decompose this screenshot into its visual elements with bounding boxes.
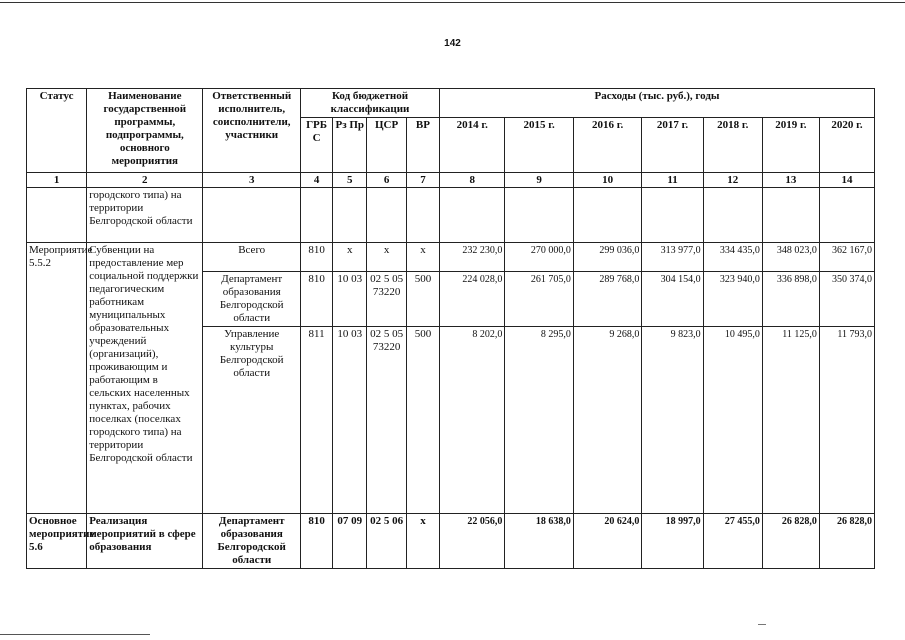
- column-number: 11: [642, 173, 703, 188]
- column-number: 9: [505, 173, 574, 188]
- top-rule: [0, 2, 905, 3]
- page-number: 142: [444, 38, 461, 49]
- header-grbs: ГРБ С: [300, 118, 332, 173]
- header-vr: ВР: [406, 118, 439, 173]
- row-rzpr: 10 03: [333, 327, 367, 514]
- column-number: 8: [440, 173, 505, 188]
- row-value: 270 000,0: [505, 243, 574, 272]
- column-number: 12: [703, 173, 762, 188]
- column-number: 14: [819, 173, 874, 188]
- row-value: 18 997,0: [642, 514, 703, 569]
- header-year: 2017 г.: [642, 118, 703, 173]
- row-responsible: Управление культуры Белгородской области: [203, 327, 301, 514]
- row-value: 304 154,0: [642, 272, 703, 327]
- header-row: [27, 89, 875, 118]
- row-value: 20 624,0: [573, 514, 642, 569]
- table-row: [27, 514, 875, 569]
- row-value: 26 828,0: [762, 514, 819, 569]
- header-year: 2020 г.: [819, 118, 874, 173]
- row-responsible: Департамент образования Белгородской области: [203, 272, 301, 327]
- row-vr: х: [406, 514, 439, 569]
- column-number: 2: [87, 173, 203, 188]
- row-value: 8 295,0: [505, 327, 574, 514]
- row-grbs: 810: [300, 243, 332, 272]
- row-grbs: 810: [300, 272, 332, 327]
- row-value: 362 167,0: [819, 243, 874, 272]
- header-year: 2019 г.: [762, 118, 819, 173]
- row-name: Субвенции на предоставление мер социальной поддержки педагогическим работникам муниципальных образовательных учреждений (организаций), проживающим и работающим в сельских населенных пунктах, рабочих поселках (поселках городского типа) на территории Белгородской области: [87, 243, 203, 514]
- header-csr: ЦСР: [367, 118, 406, 173]
- header-year: 2014 г.: [440, 118, 505, 173]
- column-number: 5: [333, 173, 367, 188]
- continuation-name: городского типа) на территории Белгородской области: [87, 188, 203, 243]
- continuation-row: [27, 188, 875, 243]
- column-number: 13: [762, 173, 819, 188]
- row-value: 26 828,0: [819, 514, 874, 569]
- row-value: 350 374,0: [819, 272, 874, 327]
- row-csr: 02 5 05 73220: [367, 327, 406, 514]
- column-number: 1: [27, 173, 87, 188]
- row-rzpr: х: [333, 243, 367, 272]
- row-value: 224 028,0: [440, 272, 505, 327]
- row-value: 313 977,0: [642, 243, 703, 272]
- row-responsible: Всего: [203, 243, 301, 272]
- column-number: 4: [300, 173, 332, 188]
- row-vr: 500: [406, 327, 439, 514]
- row-value: 348 023,0: [762, 243, 819, 272]
- row-value: 323 940,0: [703, 272, 762, 327]
- header-year: 2015 г.: [505, 118, 574, 173]
- header-budget-code: Код бюджетной классификации: [300, 89, 439, 118]
- header-status: Статус: [27, 89, 87, 173]
- row-value: 11 125,0: [762, 327, 819, 514]
- table-row: [27, 243, 875, 272]
- scan-mark: [758, 624, 766, 625]
- column-number: 7: [406, 173, 439, 188]
- row-status: Мероприятие 5.5.2: [27, 243, 87, 514]
- row-responsible: Департамент образования Белгородской области: [203, 514, 301, 569]
- row-value: 9 823,0: [642, 327, 703, 514]
- row-grbs: 810: [300, 514, 332, 569]
- header-rzpr: Рз Пр: [333, 118, 367, 173]
- row-status: Основное мероприятие 5.6: [27, 514, 87, 569]
- row-value: 9 268,0: [573, 327, 642, 514]
- row-csr: 02 5 06: [367, 514, 406, 569]
- header-expenses: Расходы (тыс. руб.), годы: [440, 89, 875, 118]
- header-year: 2016 г.: [573, 118, 642, 173]
- column-number: 6: [367, 173, 406, 188]
- column-numbers-row: [27, 173, 875, 188]
- header-responsible: Ответственный исполнитель, соисполнители, участники: [203, 89, 301, 173]
- row-value: 299 036,0: [573, 243, 642, 272]
- row-vr: х: [406, 243, 439, 272]
- row-value: 11 793,0: [819, 327, 874, 514]
- row-value: 22 056,0: [440, 514, 505, 569]
- row-value: 232 230,0: [440, 243, 505, 272]
- row-grbs: 811: [300, 327, 332, 514]
- column-number: 3: [203, 173, 301, 188]
- header-program-name: Наименование государственной программы, подпрограммы, основного мероприятия: [87, 89, 203, 173]
- row-value: 289 768,0: [573, 272, 642, 327]
- bottom-rule: [0, 634, 150, 635]
- column-number: 10: [573, 173, 642, 188]
- row-value: 27 455,0: [703, 514, 762, 569]
- row-csr: х: [367, 243, 406, 272]
- row-rzpr: 07 09: [333, 514, 367, 569]
- row-value: 334 435,0: [703, 243, 762, 272]
- row-value: 8 202,0: [440, 327, 505, 514]
- row-value: 261 705,0: [505, 272, 574, 327]
- row-name: Реализация мероприятий в сфере образования: [87, 514, 203, 569]
- row-value: 336 898,0: [762, 272, 819, 327]
- row-csr: 02 5 05 73220: [367, 272, 406, 327]
- row-value: 10 495,0: [703, 327, 762, 514]
- header-year: 2018 г.: [703, 118, 762, 173]
- budget-table: [26, 88, 875, 569]
- row-value: 18 638,0: [505, 514, 574, 569]
- row-rzpr: 10 03: [333, 272, 367, 327]
- row-vr: 500: [406, 272, 439, 327]
